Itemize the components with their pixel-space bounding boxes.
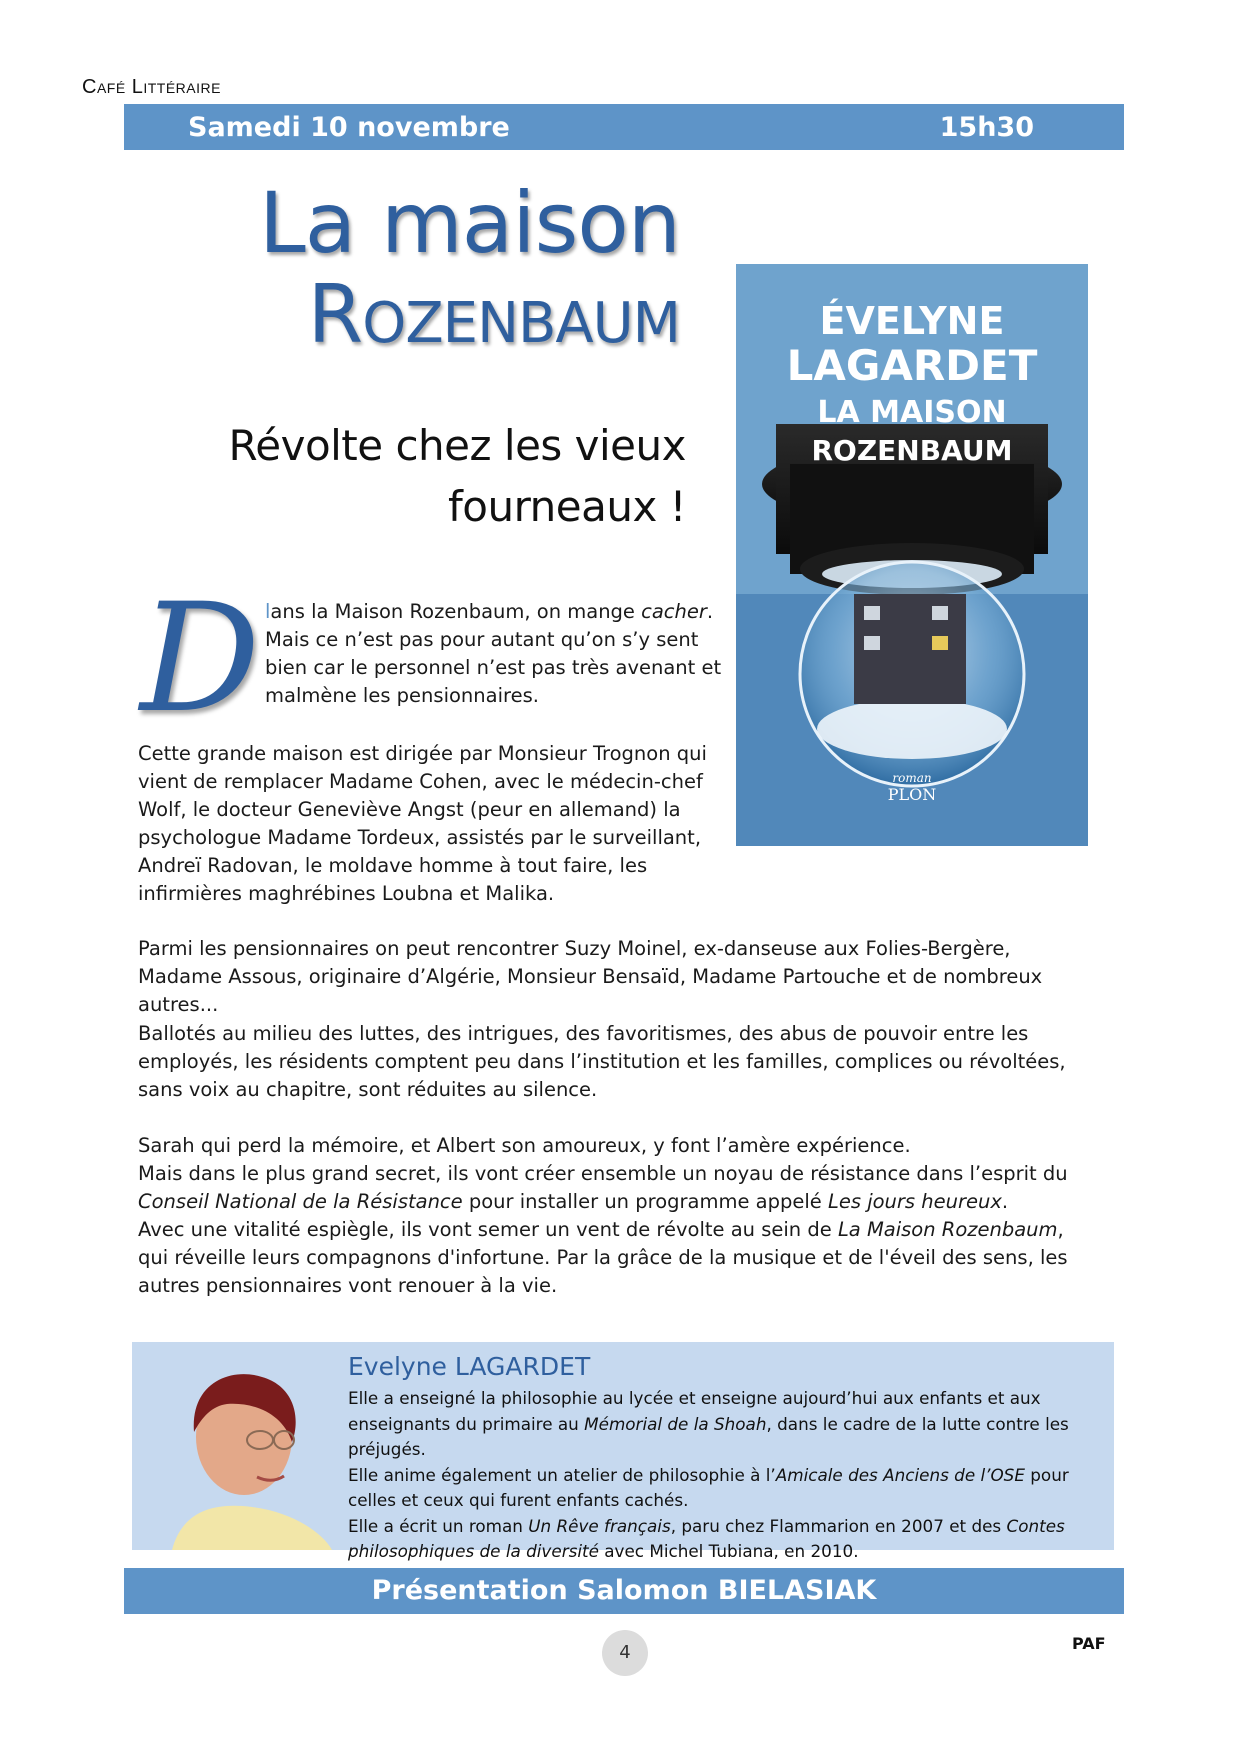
author-bio-text (348, 1386, 1106, 1565)
book-cover-art (736, 264, 1088, 846)
title-line-2: Rozenbaum (307, 268, 680, 362)
author-portrait (132, 1342, 332, 1550)
cover-publisher: PLON (887, 785, 937, 804)
cover-genre: roman (892, 771, 932, 785)
paragraph-5-sentence-2: Mais dans le plus grand secret, ils vont créer ensemble un noyau de résistance dans l’esprit du Conseil National de la Résistance pour installer un programme appelé Les jours heureux. (138, 1162, 1068, 1213)
subtitle-line-2: fourneaux ! (448, 481, 686, 531)
cover-title-1: LA MAISON (817, 395, 1007, 430)
section-label: Café Littéraire (82, 76, 221, 98)
event-time: 15h30 (939, 112, 1034, 143)
cover-author-last: LAGARDET (786, 341, 1038, 390)
intro-emphasis: cacher (641, 600, 707, 623)
paf-label: PAF (1072, 1634, 1106, 1653)
cover-title-2: ROZENBAUM (811, 434, 1013, 467)
paragraph-5-sentence-1: Sarah qui perd la mémoire, et Albert son amoureux, y font l’amère expérience. (138, 1134, 911, 1157)
intro-text-b: . Mais ce n’est pas pour autant qu’on s’y sent bien car le personnel n’est pas très avenant et malmène les pensionnaires. (265, 600, 722, 707)
cover-author-first: ÉVELYNE (819, 299, 1005, 343)
intro-paragraph (265, 598, 725, 710)
event-date: Samedi 10 novembre (188, 112, 510, 143)
author-name: Evelyne LAGARDET (348, 1352, 591, 1381)
drop-cap: D (140, 572, 261, 746)
book-title (150, 176, 680, 360)
bio-line-2: Elle anime également un atelier de philosophie à l’Amicale des Anciens de l’OSE pour celles et ceux qui furent enfants cachés. (348, 1464, 1069, 1510)
paragraph-5 (138, 1132, 1088, 1300)
paragraph-3: Parmi les pensionnaires on peut rencontrer Suzy Moinel, ex-danseuse aux Folies-Bergère, Madame Assous, originaire d’Algérie, Monsieur Bensaïd, Madame Partouche et de nombreux autres... (138, 937, 1043, 1016)
title-line-1: La maison (258, 174, 680, 272)
date-bar (124, 104, 1124, 150)
intro-first-letter: l (265, 600, 271, 623)
subtitle-line-1: Révolte chez les vieux (228, 421, 686, 470)
paragraph-5-sentence-3: Avec une vitalité espiègle, ils vont semer un vent de révolte au sein de La Maison Rozenbaum, qui réveille leurs compagnons d'infortune. Par la grâce de la musique et de l'éveil des sens, les autres pensionnaires vont renouer à la vie. (138, 1218, 1068, 1297)
paragraph-4: Ballotés au milieu des luttes, des intrigues, des favoritismes, des abus de pouvoir entre les employés, les résidents comptent peu dans l’institution et les familles, complices ou révoltées, sans voix au chapitre, sont réduites au silence. (138, 1022, 1066, 1101)
bio-line-3: Elle a écrit un roman Un Rêve français, paru chez Flammarion en 2007 et des Contes philosophiques de la diversité avec Michel Tubiana, en 2010. (348, 1515, 1065, 1561)
subtitle (150, 416, 686, 538)
intro-text-a: ans la Maison Rozenbaum, on mange (270, 600, 642, 623)
paragraph-2: Cette grande maison est dirigée par Monsieur Trognon qui vient de remplacer Madame Cohen, avec le médecin-chef Wolf, le docteur Geneviève Angst (peur en allemand) la psychologue Madame Tordeux, assistés par le surveillant, Andreï Radovan, le moldave homme à tout faire, les infirmières maghrébines Loubna et Malika. (138, 742, 707, 905)
bio-line-1: Elle a enseigné la philosophie au lycée et enseigne aujourd’hui aux enfants et aux enseignants du primaire au Mémorial de la Shoah, dans le cadre de la lutte contre les préjugés. (348, 1388, 1069, 1459)
presenter-bar: Présentation Salomon BIELASIAK (124, 1568, 1124, 1614)
page-number: 4 (602, 1630, 648, 1676)
book-cover-image (736, 264, 1088, 846)
